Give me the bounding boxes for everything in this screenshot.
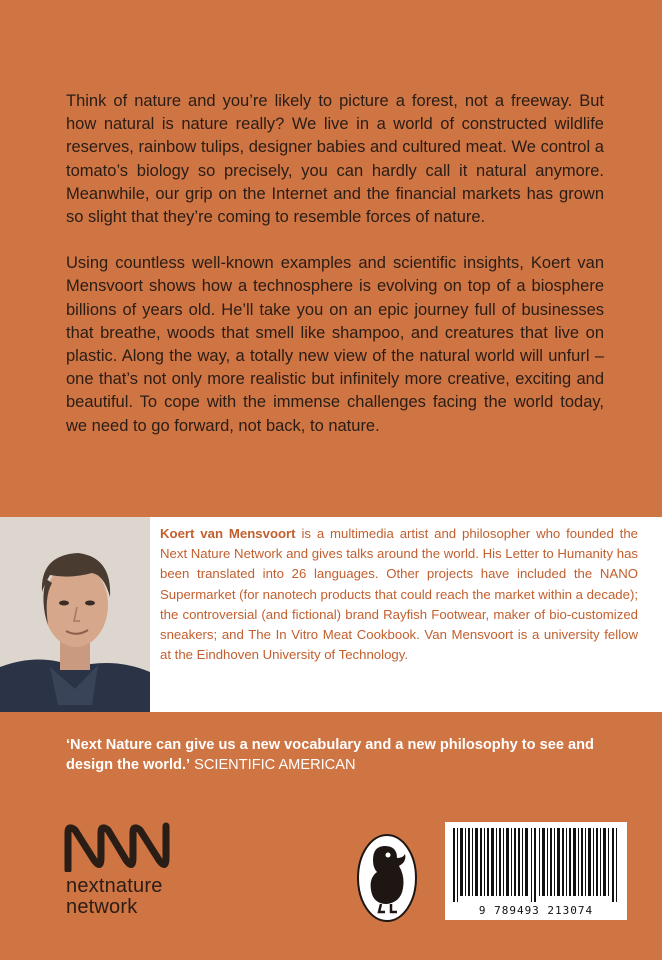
author-photo [0,517,150,712]
logo-line-1: nextnature [66,875,163,897]
publisher-bird-logo [357,828,417,922]
blurb-paragraph-2: Using countless well-known examples and scientific insights, Koert van Mensvoort shows how a technosphere is evolving on top of a biosphere billions of years old. He’ll take you on an epic journey full of businesses that breathe, woods that smell like shampoo, and creatures that live on plastic. Along the way, a totally new view of the natural world will unfurl – one that’s not only more realistic but infinitely more creative, exciting and beautiful. To cope with the immense challenges facing the world today, we need to go forward, not back, to nature. [66,254,604,435]
logo-wordmark [66,876,163,918]
quote-text: ‘Next Nature can give us a new vocabulary and a new philosophy to see and design the world.’ [66,737,594,773]
isbn-number: 9 789493 213074 [478,904,594,917]
barcode [445,822,627,920]
logo-line-2: network [66,896,138,918]
author-bio-panel [0,517,662,712]
author-name: Koert van Mensvoort [160,526,296,541]
author-bio-body: is a multimedia artist and philosopher who founded the Next Nature Network and gives talks around the world. His Letter to Humanity has been translated into 26 languages. Other projects have included the NANO Supermarket (for nanotech products that could reach the market within a decade); the controversial (and fictional) brand Rayfish Footwear, maker of bio-customized sneakers; and The In Vitro Meat Cookbook. Van Mensvoort is a university fellow at the Eindhoven University of Technology. [160,526,639,663]
review-quote [66,735,606,775]
nnn-logo-icon [64,822,184,872]
barcode-bars [453,828,619,902]
author-bio-text [160,524,638,665]
quote-source: SCIENTIFIC AMERICAN [194,757,356,773]
dodo-icon [357,828,417,922]
blurb-text [66,90,604,461]
blurb-paragraph-1: Think of nature and you’re likely to picture a forest, not a freeway. But how natural is nature really? We live in a world of constructed wildlife reserves, rainbow tulips, designer babies and cultured meat. We control a tomato’s biology so precisely, you can hardly call it natural anymore. Meanwhile, our grip on the Internet and the financial markets has grown so slight that they’re coming to resemble forces of nature. [66,92,604,227]
